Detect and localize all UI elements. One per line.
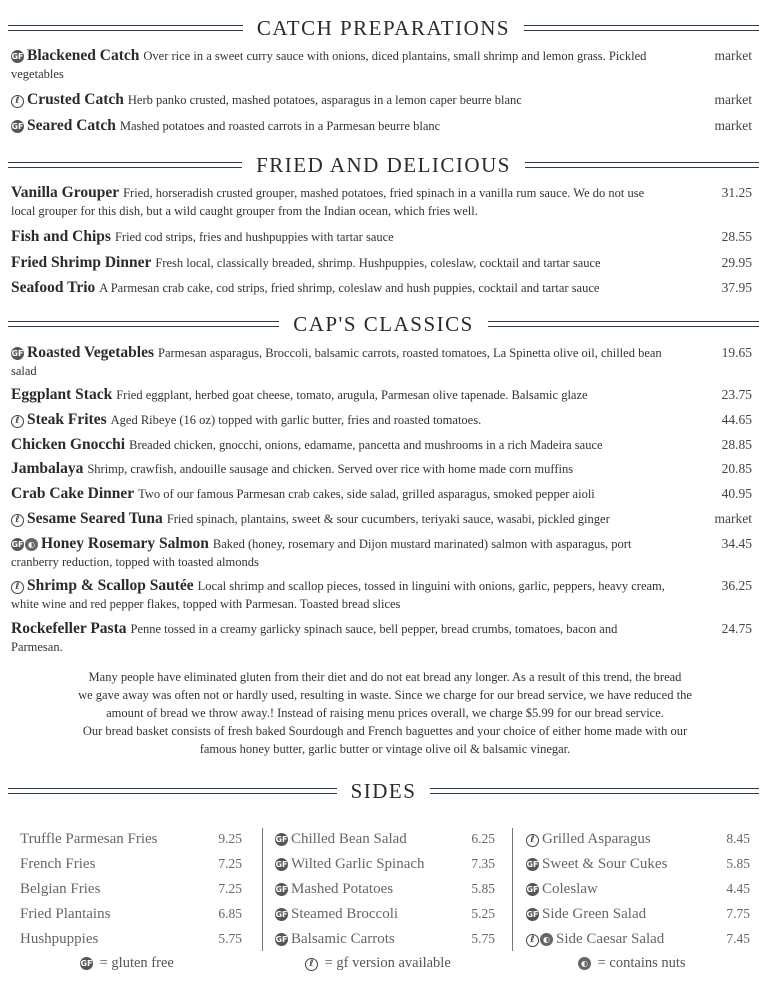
- menu-item-description: Shrimp, crawfish, andouille sausage and chicken. Served over rice with home made corn muffins: [87, 462, 574, 476]
- side-item: [275, 853, 495, 878]
- menu-item-price: 36.25: [721, 578, 752, 593]
- menu-item-price: 28.85: [721, 437, 752, 452]
- legend-text: = gluten free: [99, 955, 174, 971]
- menu-item-description: Herb panko crusted, mashed potatoes, asparagus in a lemon caper beurre blanc: [127, 93, 522, 107]
- side-item: [20, 853, 242, 878]
- menu-item: [11, 279, 756, 297]
- menu-item-price: market: [714, 48, 752, 63]
- menu-item-name: Crab Cake Dinner: [11, 485, 135, 502]
- heading-rule-right: [430, 788, 759, 794]
- side-item-price: 4.45: [726, 881, 750, 896]
- heading-rule-right: [525, 162, 759, 168]
- side-item-name: [20, 828, 158, 850]
- menu-item-name: Fried Shrimp Dinner: [11, 254, 152, 271]
- gluten-free-icon: GF: [526, 910, 539, 919]
- menu-item: [11, 535, 756, 571]
- side-item-price: 5.75: [218, 931, 242, 946]
- menu-item: [11, 620, 756, 656]
- menu-item-description: A Parmesan crab cake, cod strips, fried shrimp, coleslaw and hush puppies, cocktail and tartar sauce: [99, 281, 600, 295]
- menu-item-name: Crusted Catch: [27, 91, 124, 108]
- menu-item-description: Aged Ribeye (16 oz) topped with garlic butter, fries and roasted tomatoes.: [110, 413, 482, 427]
- side-item-price: 5.85: [471, 881, 495, 896]
- section-heading-sides: [8, 778, 759, 804]
- menu-item-description: Fresh local, classically breaded, shrimp. Hushpuppies, coleslaw, cocktail and tartar sauce: [155, 256, 601, 270]
- side-item-price: 7.35: [471, 856, 495, 871]
- bread-notice-line: we gave away was often not or hardly used, resulting in waste. Since we charge for our bread service, we have reduced the: [78, 688, 692, 702]
- menu-item-text: [11, 411, 671, 429]
- side-item-label: Truffle Parmesan Fries: [20, 831, 158, 847]
- menu-item: [11, 386, 756, 404]
- menu-item-price: 37.95: [721, 280, 752, 295]
- side-item-label: Belgian Fries: [20, 881, 101, 897]
- menu-item-price: 29.95: [721, 255, 752, 270]
- menu-item: [11, 91, 756, 109]
- gluten-free-icon: GF: [526, 885, 539, 894]
- menu-item-price: market: [714, 118, 752, 133]
- menu-item-description: Fried cod strips, fries and hushpuppies with tartar sauce: [114, 230, 394, 244]
- gf-version-icon: ℓ: [11, 514, 24, 527]
- side-item-price: 7.45: [726, 931, 750, 946]
- menu-item-price: 44.65: [721, 412, 752, 427]
- menu-item-price: market: [714, 92, 752, 107]
- side-item-price: 9.25: [218, 831, 242, 846]
- side-item-label: French Fries: [20, 856, 96, 872]
- legend-gf-version: [305, 955, 451, 972]
- legend-text: = gf version available: [324, 955, 451, 971]
- gf-version-icon: ℓ: [526, 834, 539, 847]
- menu-item-text: [11, 184, 671, 220]
- menu-item-name: Steak Frites: [27, 411, 107, 428]
- gf-version-icon: ℓ: [11, 415, 24, 428]
- menu-item-text: [11, 620, 671, 656]
- gluten-free-icon: GF: [80, 959, 93, 968]
- section-title: FRIED AND DELICIOUS: [256, 152, 511, 177]
- menu-item-description: Local shrimp and scallop pieces, tossed in linguini with onions, garlic, peppers, heavy cream, white wine and red pepper flakes, topped with Parmesan. Toasted bread slices: [11, 579, 665, 611]
- menu-item-text: [11, 228, 671, 246]
- menu-item-text: [11, 91, 671, 109]
- menu-item-text: [11, 254, 671, 272]
- menu-item-name: Jambalaya: [11, 460, 84, 477]
- gf-version-icon: ℓ: [526, 934, 539, 947]
- menu-item-description: Parmesan asparagus, Broccoli, balsamic carrots, roasted tomatoes, La Spinetta olive oil, chilled bean salad: [11, 346, 662, 378]
- menu-item-name: Seafood Trio: [11, 279, 96, 296]
- side-item-name: [20, 853, 95, 875]
- side-item-name: [526, 878, 598, 900]
- sides-divider: [262, 828, 263, 951]
- side-item-label: Balsamic Carrots: [291, 931, 395, 947]
- menu-item-name: Sesame Seared Tuna: [27, 510, 163, 527]
- menu-item: [11, 436, 756, 454]
- menu-item: [11, 254, 756, 272]
- menu-item-text: [11, 344, 671, 380]
- menu-item-description: Mashed potatoes and roasted carrots in a Parmesan beurre blanc: [119, 119, 441, 133]
- menu-item-description: Fried, horseradish crusted grouper, mashed potatoes, fried spinach in a vanilla rum sauce. We do not use local grouper for this dish, but a wild caught grouper from the Indian ocean, which fries well.: [11, 186, 645, 218]
- side-item: [275, 878, 495, 903]
- section-heading-catch: [8, 15, 759, 41]
- side-item-name: [526, 853, 667, 875]
- menu-item: [11, 184, 756, 220]
- menu-item-name: Eggplant Stack: [11, 386, 113, 403]
- menu-item-price: 31.25: [721, 185, 752, 200]
- gluten-free-icon: GF: [526, 860, 539, 869]
- side-item-name: [20, 878, 100, 900]
- sides-column: [526, 828, 750, 953]
- contains-nuts-icon: ◐: [25, 538, 38, 551]
- side-item-price: 8.45: [726, 831, 750, 846]
- bread-notice-line: amount of bread we throw away.! Instead of raising menu prices overall, we charge $5.99 for our bread service.: [106, 706, 664, 720]
- side-item-price: 7.25: [218, 856, 242, 871]
- menu-item: [11, 460, 756, 478]
- menu-item-name: Roasted Vegetables: [27, 344, 155, 361]
- side-item: [20, 828, 242, 853]
- side-item: [275, 903, 495, 928]
- bread-notice-line: Our bread basket consists of fresh baked Sourdough and French baguettes and your choice of either home made with our: [82, 724, 688, 738]
- menu-item-text: [11, 386, 671, 404]
- menu-item-description: Over rice in a sweet curry sauce with onions, diced plantains, small shrimp and lemon grass. Pickled vegetables: [11, 49, 647, 81]
- menu-item-name: Rockefeller Pasta: [11, 620, 127, 637]
- side-item-name: [526, 828, 651, 850]
- side-item-name: [275, 903, 398, 925]
- side-item-label: Fried Plantains: [20, 906, 111, 922]
- side-item-label: Grilled Asparagus: [542, 831, 651, 847]
- side-item: [275, 928, 495, 953]
- gluten-free-icon: GF: [11, 349, 24, 358]
- menu-item-name: Seared Catch: [27, 117, 116, 134]
- side-item: [526, 928, 750, 953]
- bread-notice-line: Many people have eliminated gluten from their diet and do not eat bread any longer. As a result of this trend, the bread: [88, 670, 682, 684]
- side-item-label: Hushpuppies: [20, 931, 99, 947]
- side-item-name: [275, 828, 407, 850]
- side-item-label: Wilted Garlic Spinach: [291, 856, 425, 872]
- gluten-free-icon: GF: [11, 122, 24, 131]
- menu-item-name: Vanilla Grouper: [11, 184, 120, 201]
- menu-item-description: Fried eggplant, herbed goat cheese, tomato, arugula, Parmesan olive tapenade. Balsamic glaze: [116, 388, 588, 402]
- menu-item-text: [11, 535, 671, 571]
- side-item: [20, 928, 242, 953]
- side-item: [20, 878, 242, 903]
- contains-nuts-icon: ◐: [578, 957, 591, 970]
- side-item-label: Coleslaw: [542, 881, 598, 897]
- menu-item-text: [11, 577, 671, 613]
- side-item-label: Mashed Potatoes: [291, 881, 394, 897]
- menu-item-price: 20.85: [721, 461, 752, 476]
- side-item: [526, 853, 750, 878]
- menu-item-text: [11, 436, 671, 454]
- menu-item: [11, 485, 756, 503]
- side-item-label: Chilled Bean Salad: [291, 831, 407, 847]
- legend-gluten-free: [80, 955, 174, 972]
- menu-item-name: Fish and Chips: [11, 228, 111, 245]
- heading-rule-left: [8, 321, 279, 327]
- menu-item-text: [11, 117, 671, 135]
- menu-item-text: [11, 279, 671, 297]
- heading-rule-left: [8, 788, 337, 794]
- heading-rule-left: [8, 25, 243, 31]
- section-heading-classics: [8, 311, 759, 337]
- menu-item-price: 28.55: [721, 229, 752, 244]
- side-item: [526, 828, 750, 853]
- menu-item: [11, 344, 756, 380]
- contains-nuts-icon: ◐: [540, 933, 553, 946]
- side-item-name: [275, 853, 425, 875]
- heading-rule-right: [524, 25, 759, 31]
- section-heading-fried: [8, 152, 759, 178]
- menu-item-text: [11, 47, 671, 83]
- side-item-name: [275, 878, 393, 900]
- side-item-price: 5.75: [471, 931, 495, 946]
- side-item-price: 5.25: [471, 906, 495, 921]
- side-item-label: Steamed Broccoli: [291, 906, 399, 922]
- menu-item-description: Breaded chicken, gnocchi, onions, edamame, pancetta and mushrooms in a rich Madeira sauce: [129, 438, 603, 452]
- menu-item: [11, 47, 756, 83]
- side-item-name: [526, 928, 664, 950]
- gf-version-icon: ℓ: [305, 958, 318, 971]
- side-item-price: 6.25: [471, 831, 495, 846]
- legend-text: = contains nuts: [597, 955, 686, 971]
- gluten-free-icon: GF: [11, 540, 24, 549]
- menu-item-text: [11, 460, 671, 478]
- side-item-name: [275, 928, 395, 950]
- side-item-price: 6.85: [218, 906, 242, 921]
- menu-item-name: Chicken Gnocchi: [11, 436, 126, 453]
- menu-item-text: [11, 510, 671, 528]
- menu-item-name: Honey Rosemary Salmon: [41, 535, 209, 552]
- side-item-label: Side Caesar Salad: [556, 931, 665, 947]
- bread-notice-line: famous honey butter, garlic butter or vintage olive oil & balsamic vinegar.: [199, 742, 571, 756]
- side-item-label: Side Green Salad: [542, 906, 647, 922]
- side-item-price: 5.85: [726, 856, 750, 871]
- menu-item: [11, 510, 756, 528]
- menu-item-description: Baked (honey, rosemary and Dijon mustard marinated) salmon with asparagus, port cranberry reduction, topped with toasted almonds: [11, 537, 632, 569]
- menu-item-price: 23.75: [721, 387, 752, 402]
- menu-item-name: Shrimp & Scallop Sautée: [27, 577, 194, 594]
- menu-item: [11, 228, 756, 246]
- menu-item: [11, 577, 756, 613]
- menu-item-price: 34.45: [721, 536, 752, 551]
- sides-column: [20, 828, 242, 953]
- side-item-price: 7.75: [726, 906, 750, 921]
- side-item: [275, 828, 495, 853]
- section-title: SIDES: [350, 778, 417, 803]
- menu-item-price: 24.75: [721, 621, 752, 636]
- gluten-free-icon: GF: [275, 835, 288, 844]
- gluten-free-icon: GF: [275, 910, 288, 919]
- side-item-label: Sweet & Sour Cukes: [542, 856, 668, 872]
- bread-notice: [40, 668, 730, 758]
- gf-version-icon: ℓ: [11, 581, 24, 594]
- section-title: CATCH PREPARATIONS: [256, 15, 511, 40]
- side-item-price: 7.25: [218, 881, 242, 896]
- side-item: [20, 903, 242, 928]
- menu-item-description: Fried spinach, plantains, sweet & sour cucumbers, teriyaki sauce, wasabi, pickled ginger: [166, 512, 610, 526]
- side-item: [526, 878, 750, 903]
- menu-item-price: 40.95: [721, 486, 752, 501]
- heading-rule-left: [8, 162, 242, 168]
- menu-item-price: 19.65: [721, 345, 752, 360]
- side-item-name: [20, 928, 98, 950]
- menu-item-name: Blackened Catch: [27, 47, 140, 64]
- menu-item: [11, 411, 756, 429]
- side-item: [526, 903, 750, 928]
- menu-item-price: market: [714, 511, 752, 526]
- sides-divider: [512, 828, 513, 951]
- section-title: CAP'S CLASSICS: [293, 311, 474, 336]
- legend-nuts: [578, 955, 686, 972]
- menu-item: [11, 117, 756, 135]
- gluten-free-icon: GF: [275, 860, 288, 869]
- menu-item-description: Penne tossed in a creamy garlicky spinach sauce, bell pepper, bread crumbs, tomatoes, bacon and Parmesan.: [11, 622, 618, 654]
- side-item-name: [20, 903, 110, 925]
- side-item-name: [526, 903, 646, 925]
- sides-column: [275, 828, 495, 953]
- gluten-free-icon: GF: [275, 885, 288, 894]
- heading-rule-right: [488, 321, 759, 327]
- menu-item-description: Two of our famous Parmesan crab cakes, side salad, grilled asparagus, smoked pepper aioli: [138, 487, 595, 501]
- menu-item-text: [11, 485, 671, 503]
- gluten-free-icon: GF: [11, 52, 24, 61]
- gluten-free-icon: GF: [275, 935, 288, 944]
- gf-version-icon: ℓ: [11, 95, 24, 108]
